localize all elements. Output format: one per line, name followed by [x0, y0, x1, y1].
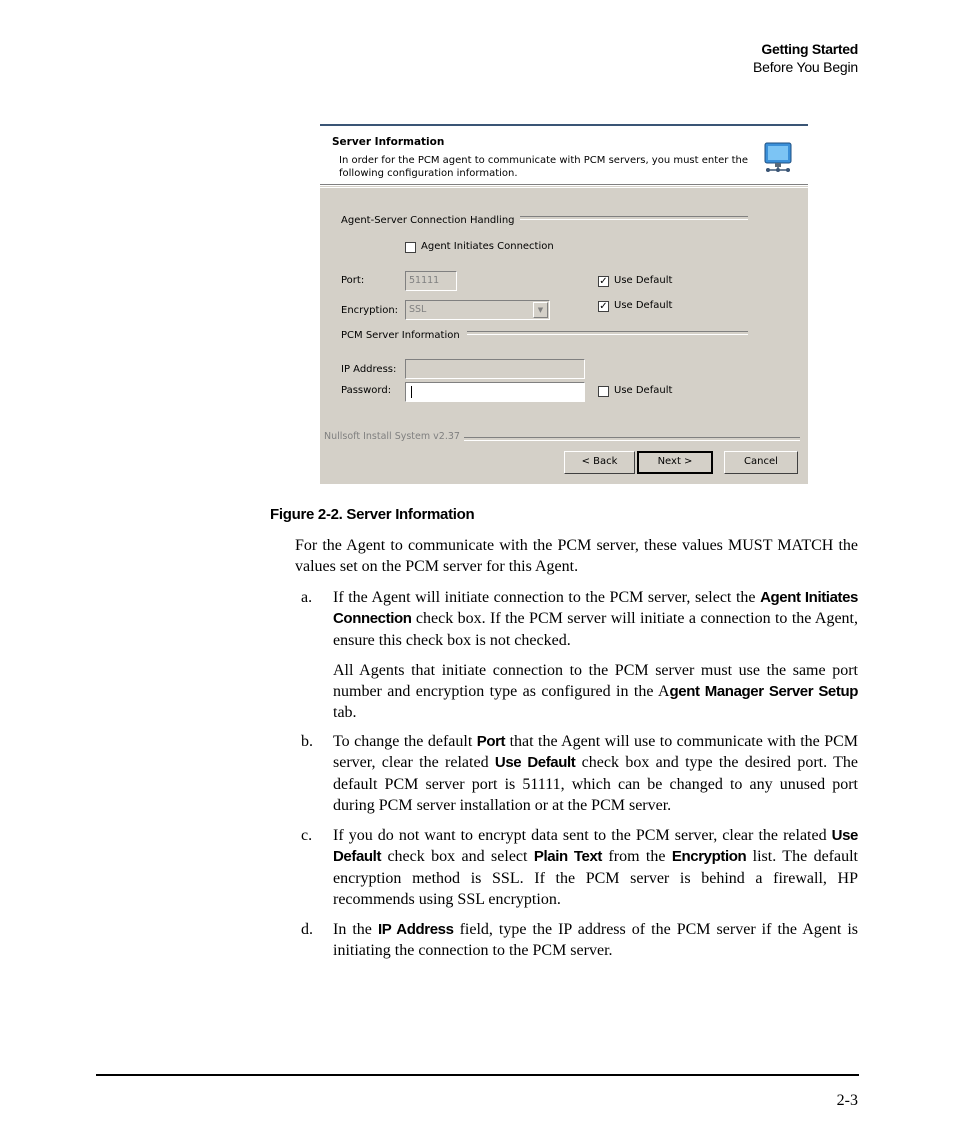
port-use-default-checkbox[interactable]: ✓ — [599, 276, 608, 287]
group-divider — [520, 216, 748, 220]
dialog-header-band — [320, 124, 808, 186]
intro-paragraph: For the Agent to communicate with the PCM server, these values MUST MATCH the values set on the PCM server for this Agent. — [295, 537, 858, 576]
figure-caption: Figure 2-2. Server Information — [270, 506, 475, 523]
cancel-button[interactable]: Cancel — [724, 451, 798, 474]
group-pcm-server-label: PCM Server Information — [341, 330, 460, 341]
network-computer-icon — [764, 142, 792, 174]
encryption-value: SSL — [409, 304, 427, 315]
password-label: Password: — [341, 385, 392, 396]
port-use-default-label: Use Default — [614, 275, 673, 286]
list-item-text: All Agents that initiate connection to the PCM server must use the same port number and encryption type as configured in the Agent Manager Server Setup tab. — [333, 661, 858, 722]
running-header-section: Getting Started — [761, 41, 858, 57]
list-item-label: b. — [301, 733, 313, 750]
list-item-label: d. — [301, 921, 313, 938]
port-label: Port: — [341, 275, 365, 286]
installer-brand: Nullsoft Install System v2.37 — [324, 431, 460, 442]
chevron-down-icon[interactable]: ▼ — [533, 302, 548, 318]
footer-rule — [96, 1074, 859, 1076]
password-input[interactable] — [405, 382, 585, 402]
list-item — [295, 731, 858, 816]
list-item-text: In the IP Address field, type the IP address of the PCM server if the Agent is initiating the connection to the PCM server. — [333, 921, 859, 960]
group-divider — [467, 331, 748, 335]
ip-address-input[interactable] — [405, 359, 585, 379]
agent-initiates-checkbox[interactable] — [405, 242, 416, 253]
back-button[interactable]: < Back — [564, 451, 635, 474]
server-information-dialog — [320, 124, 808, 484]
port-input[interactable] — [405, 271, 457, 291]
dialog-header-separator — [320, 184, 808, 188]
password-use-default-checkbox[interactable] — [598, 386, 609, 397]
group-agent-server-label: Agent-Server Connection Handling — [341, 215, 515, 226]
text-cursor — [411, 386, 412, 398]
encryption-label: Encryption: — [341, 305, 399, 316]
ip-address-label: IP Address: — [341, 364, 397, 375]
next-button[interactable]: Next > — [637, 451, 713, 474]
list-item-text: If you do not want to encrypt data sent to the PCM server, clear the related Use Default check box and select Plain Text from the Encryption list. The default encryption method is SSL. If the PCM server is behind a firewall, HP recommends using SSL encryption. — [333, 827, 859, 908]
encryption-use-default-label: Use Default — [614, 300, 673, 311]
footer-divider — [464, 437, 800, 441]
dialog-title: Server Information — [332, 136, 445, 148]
encryption-select[interactable] — [405, 300, 550, 320]
port-value: 51111 — [409, 275, 440, 286]
running-header-subsection: Before You Begin — [752, 59, 858, 75]
list-item — [295, 825, 858, 910]
list-item — [295, 919, 858, 962]
list-item — [295, 587, 858, 724]
list-item-text: If the Agent will initiate connection to the PCM server, select the Agent Initiates Connection check box. If the PCM server will initiate a connection to the Agent, ensure this check box is not checked. — [333, 589, 858, 649]
agent-initiates-label: Agent Initiates Connection — [421, 241, 554, 252]
list-item-label: a. — [301, 589, 313, 606]
list-item-label: c. — [301, 827, 313, 844]
dialog-description: In order for the PCM agent to communicate with PCM servers, you must enter the following configuration information. — [339, 155, 749, 179]
list-item-text: To change the default Port that the Agent will use to communicate with the PCM server, clear the related Use Default check box and type the desired port. The default PCM server port is 51111, which can be changed to any unused port during PCM server installation or at the PCM server. — [333, 733, 859, 814]
encryption-use-default-checkbox[interactable]: ✓ — [599, 301, 608, 312]
page-number: 2-3 — [836, 1092, 858, 1109]
password-use-default-label: Use Default — [614, 385, 673, 396]
